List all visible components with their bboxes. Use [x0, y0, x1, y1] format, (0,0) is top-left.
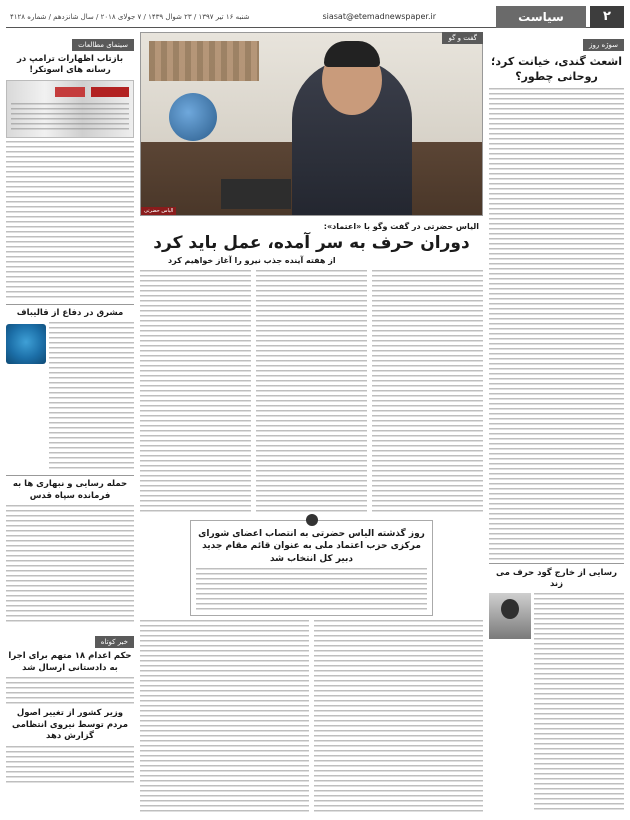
section-title: سیاست [496, 6, 586, 28]
body-col-3 [140, 270, 251, 515]
box-badge-icon [306, 514, 318, 526]
left-body-5 [6, 746, 134, 786]
page-header [6, 6, 624, 28]
lower-col-1 [314, 620, 483, 814]
main-headline: دوران حرف به سر آمده، عمل باید کرد [153, 233, 470, 253]
center-column [140, 32, 483, 814]
portrait-photo [489, 593, 531, 639]
body-col-1 [372, 270, 483, 515]
divider [6, 475, 134, 476]
lower-body [140, 620, 483, 814]
lower-col-2 [140, 620, 309, 814]
right-subhead: رسایی از خارج گود حرف می زند [496, 567, 617, 589]
interview-body [140, 270, 483, 515]
box-body [196, 568, 427, 612]
left-tag-2: خبر کوتاه [95, 636, 134, 648]
left-tag: سینمای مطالعات [72, 39, 134, 51]
center-tag: گفت و گو [442, 32, 483, 44]
right-sub-article [489, 593, 624, 813]
box-headline: روز گذشته الیاس حضرتی به انتصاب اعضای شورای مرکزی حزب اعتماد ملی به عنوان قائم مقام جدید دبیر کل انتخاب شد [198, 529, 425, 564]
news-box [190, 520, 433, 615]
left-headline-3: حمله رسایی و نبهاری ها به فرمانده سپاه قدس [12, 479, 128, 501]
newspapers-thumbnail [6, 80, 134, 138]
body-col-2 [256, 270, 367, 515]
left-headline-5: وزیر کشور از تغییر اصول مردم توسط نیروی انتظامی گزارش دهد [12, 708, 128, 742]
right-body-text [489, 88, 624, 560]
right-tag: سوژه روز [583, 39, 624, 51]
divider [489, 563, 624, 564]
right-column [489, 32, 624, 814]
left-article-2 [6, 322, 134, 472]
left-body-2 [49, 322, 134, 472]
divider [6, 304, 134, 305]
interview-photo [140, 32, 483, 216]
left-body-3 [6, 505, 134, 625]
left-body-1 [6, 141, 134, 301]
photo-caption: الیاس حضرتی [141, 207, 176, 215]
site-email[interactable]: siasat@etemadnewspaper.ir [322, 12, 436, 21]
issue-line: شنبه ۱۶ تیر ۱۳۹۷ / ۲۳ شوال ۱۴۳۹ / ۷ جولای ۲۰۱۸ / سال شانزدهم / شماره ۴۱۲۸ [10, 12, 250, 21]
right-sub-body [534, 593, 624, 813]
lead-line: از هفته آینده جذب نیرو را آغاز خواهیم کرد [168, 256, 336, 266]
globe-icon [169, 93, 217, 141]
left-headline-4: حکم اعدام ۱۸ متهم برای اجرا به دادستانی ارسال شد [8, 651, 132, 673]
right-headline: اشعث گندی، خیانت کرد؛ روحانی چطور؟ [490, 55, 623, 83]
interview-subtitle: الیاس حضرتی در گفت وگو با «اعتماد»: [323, 222, 479, 231]
left-headline-2: مشرق در دفاع از قالیباف [16, 307, 124, 318]
page-number: ۲ [590, 6, 624, 28]
left-body-4 [6, 677, 134, 705]
mashregh-logo [6, 324, 46, 364]
left-column [6, 32, 134, 814]
left-headline-1: بازتاب اظهارات ترامپ در رسانه های اسوتکر! [16, 54, 124, 76]
